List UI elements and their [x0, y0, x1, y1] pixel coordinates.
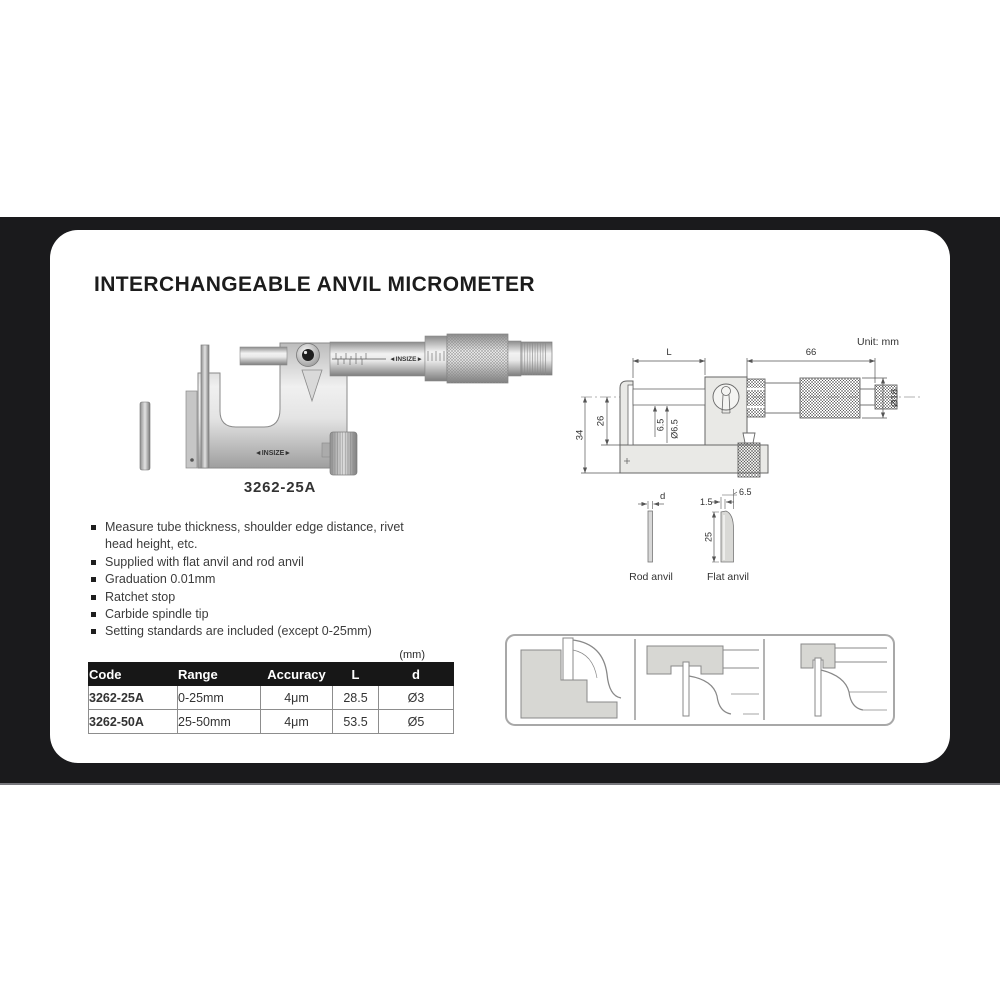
rod-anvil-label: Rod anvil — [629, 571, 673, 583]
cell-l: 53.5 — [333, 710, 379, 734]
cell-range: 25-50mm — [178, 710, 261, 734]
product-photo — [110, 303, 570, 503]
feature-list — [90, 519, 435, 641]
usage-panel-tube — [647, 646, 759, 716]
dim-6-5-label: 6.5 — [655, 418, 666, 432]
brand-logo-frame: ◄INSIZE► — [254, 450, 292, 457]
cell-d: Ø3 — [379, 686, 454, 710]
feature-item: Graduation 0.01mm — [90, 571, 435, 588]
product-model-label: 3262-25A — [243, 479, 317, 496]
table-unit-note: (mm) — [399, 649, 425, 661]
cell-l: 28.5 — [333, 686, 379, 710]
dim-L-label: L — [666, 347, 672, 358]
feature-item: Measure tube thickness, shoulder edge distance, rivet head height, etc. — [90, 519, 435, 554]
product-card — [50, 230, 950, 763]
anvil-diagrams — [610, 485, 780, 590]
sleeve-barrel — [330, 342, 425, 376]
cell-range: 0-25mm — [178, 686, 261, 710]
cell-code: 3262-50A — [89, 710, 178, 734]
table-row — [89, 710, 454, 734]
brand-logo-sleeve: ◄INSIZE► — [389, 356, 423, 363]
dim-66-label: 66 — [805, 347, 817, 358]
technical-drawing — [575, 325, 925, 485]
spindle — [240, 347, 287, 365]
flat-dim-6-5-label: 6.5 — [739, 487, 752, 497]
rod-anvil-diagram — [638, 501, 664, 562]
dim-26-label: 26 — [595, 415, 607, 427]
rod-dim-d-label: d — [660, 491, 666, 502]
flat-anvil-blade — [201, 345, 209, 468]
unit-label: Unit: mm — [857, 336, 899, 348]
usage-panel-rivet — [801, 644, 887, 716]
drawing-spindle — [633, 389, 705, 405]
ratchet-step — [508, 341, 521, 376]
drawing-anvil-blade — [628, 385, 633, 445]
usage-panel-shoulder — [521, 638, 621, 718]
col-header-range: Range — [178, 663, 261, 686]
usage-examples-box — [505, 634, 895, 726]
col-header-l: L — [333, 663, 379, 686]
thimble — [425, 336, 447, 381]
dim-dia18-label: Ø18 — [889, 389, 901, 407]
cell-accuracy: 4μm — [261, 710, 333, 734]
rod-anvil-pin — [140, 402, 150, 470]
feature-item: Setting standards are included (except 0-25mm) — [90, 623, 435, 640]
cell-accuracy: 4μm — [261, 686, 333, 710]
feature-item: Ratchet stop — [90, 589, 435, 606]
spec-table — [88, 662, 454, 734]
feature-item: Carbide spindle tip — [90, 606, 435, 623]
col-header-d: d — [379, 663, 454, 686]
ratchet-stop — [521, 342, 552, 375]
col-header-accuracy: Accuracy — [261, 663, 333, 686]
page-title: INTERCHANGEABLE ANVIL MICROMETER — [94, 273, 535, 296]
dim-L — [633, 358, 705, 378]
flat-anvil-diagram — [712, 489, 737, 562]
flat-dim-25-label: 25 — [703, 531, 714, 543]
knurled-grip — [447, 334, 508, 383]
cell-d: Ø5 — [379, 710, 454, 734]
lock-nut — [297, 344, 320, 367]
dim-34 — [581, 397, 620, 473]
flat-dim-1-5-label: 1.5 — [700, 497, 713, 507]
col-header-code: Code — [89, 663, 178, 686]
cell-code: 3262-25A — [89, 686, 178, 710]
anvil-clamp-plate — [186, 391, 197, 468]
dim-34-label: 34 — [575, 429, 586, 441]
drawing-barrel — [747, 378, 897, 418]
flat-anvil-label: Flat anvil — [706, 571, 750, 583]
feature-item: Supplied with flat anvil and rod anvil — [90, 554, 435, 571]
dim-dia6-5-label: Ø6.5 — [669, 419, 680, 439]
table-header-row — [89, 663, 454, 686]
usage-diagrams — [507, 636, 892, 723]
table-row — [89, 686, 454, 710]
